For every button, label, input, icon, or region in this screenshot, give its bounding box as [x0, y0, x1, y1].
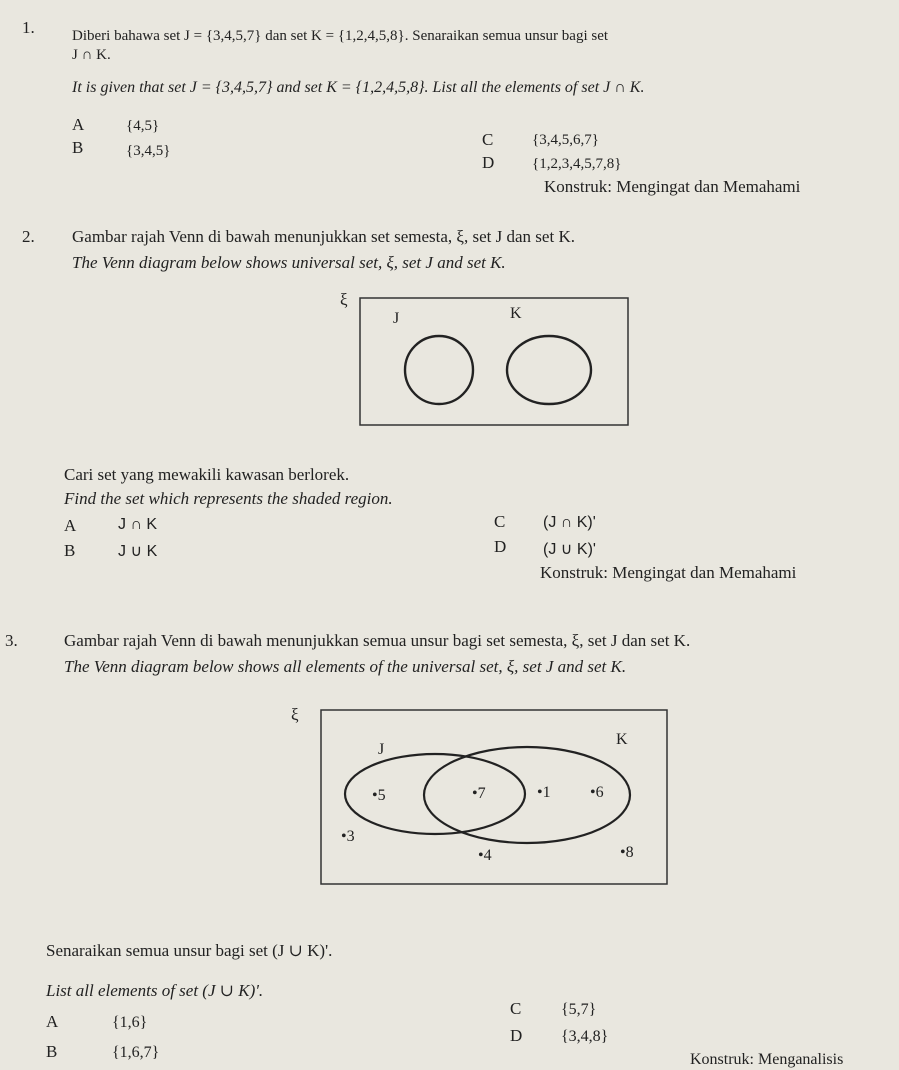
q3-option-d-text[interactable]: {3,4,8}	[561, 1028, 609, 1045]
q1-option-b-letter[interactable]: B	[72, 138, 84, 157]
q1-option-b-text[interactable]: {3,4,5}	[126, 143, 171, 159]
q3-option-a-letter[interactable]: A	[46, 1012, 59, 1031]
q3-element-3: •3	[341, 828, 355, 845]
q2-xi-symbol: ξ	[340, 290, 348, 309]
q2-construct: Konstruk: Mengingat dan Memahami	[540, 563, 797, 582]
q3-option-b-text[interactable]: {1,6,7}	[112, 1044, 160, 1061]
q3-number: 3.	[5, 631, 18, 650]
q3-text-malay: Gambar rajah Venn di bawah menunjukkan semua unsur bagi set semesta, ξ, set J dan set K.	[64, 631, 691, 650]
q3-question-malay: Senaraikan semua unsur bagi set (J ∪ K)'.	[46, 941, 333, 960]
q2-question-english: Find the set which represents the shaded region.	[64, 489, 393, 508]
q2-question-malay: Cari set yang mewakili kawasan berlorek.	[64, 465, 350, 484]
q3-option-c-letter[interactable]: C	[510, 999, 522, 1018]
q2-text-malay: Gambar rajah Venn di bawah menunjukkan set semesta, ξ, set J dan set K.	[72, 227, 575, 246]
q1-text-english: It is given that set J = {3,4,5,7} and set K = {1,2,4,5,8}. List all the elements of set J ∩ K.	[72, 79, 645, 96]
q3-option-c-text[interactable]: {5,7}	[561, 1001, 597, 1018]
q1-option-a-letter[interactable]: A	[72, 115, 85, 134]
q3-element-8: •8	[620, 844, 634, 861]
q1-option-d-letter[interactable]: D	[482, 153, 495, 172]
q3-text-english: The Venn diagram below shows all elements of the universal set, ξ, set J and set K.	[64, 657, 627, 676]
q2-universal-set-rect	[360, 298, 628, 425]
q2-set-j-label: J	[393, 310, 400, 327]
q3-element-1: •1	[537, 784, 551, 801]
q1-option-c-text[interactable]: {3,4,5,6,7}	[532, 132, 599, 148]
q1-text-malay-line1: Diberi bahawa set J = {3,4,5,7} dan set K = {1,2,4,5,8}. Senaraikan semua unsur bagi set	[72, 28, 609, 44]
q3-element-6: •6	[590, 784, 604, 801]
q3-option-d-letter[interactable]: D	[510, 1026, 523, 1045]
q2-set-k-circle	[507, 336, 591, 404]
q3-element-4: •4	[478, 847, 492, 864]
q3-element-5: •5	[372, 787, 386, 804]
q1-option-d-text[interactable]: {1,2,3,4,5,7,8}	[532, 156, 622, 172]
q3-set-j-label: J	[378, 741, 385, 758]
q2-option-d-letter[interactable]: D	[494, 537, 507, 556]
q2-option-b-letter[interactable]: B	[64, 541, 76, 560]
q1-option-a-text[interactable]: {4,5}	[126, 118, 160, 134]
q2-option-d-text[interactable]: (J ∪ K)'	[543, 541, 596, 558]
q3-option-b-letter[interactable]: B	[46, 1042, 58, 1061]
q2-option-c-text[interactable]: (J ∩ K)'	[543, 514, 596, 531]
q3-construct: Konstruk: Menganalisis	[690, 1051, 844, 1068]
q2-set-j-circle	[405, 336, 473, 404]
q2-option-b-text[interactable]: J ∪ K	[118, 543, 158, 560]
q1-construct: Konstruk: Mengingat dan Memahami	[544, 177, 801, 196]
q3-question-english: List all elements of set (J ∪ K)'.	[46, 981, 264, 1000]
q3-option-a-text[interactable]: {1,6}	[112, 1014, 148, 1031]
q3-element-7: •7	[472, 785, 486, 802]
q2-venn-diagram	[335, 285, 635, 430]
q1-text-malay-line2: J ∩ K.	[72, 47, 111, 63]
q2-number: 2.	[22, 227, 35, 246]
q3-set-k-label: K	[616, 731, 628, 748]
q1-option-c-letter[interactable]: C	[482, 130, 494, 149]
q3-xi-symbol: ξ	[291, 705, 299, 724]
q1-number: 1.	[22, 18, 35, 37]
q2-set-k-label: K	[510, 305, 522, 322]
q2-option-a-text[interactable]: J ∩ K	[118, 516, 158, 533]
q2-option-c-letter[interactable]: C	[494, 512, 506, 531]
q2-option-a-letter[interactable]: A	[64, 516, 77, 535]
q3-venn-diagram	[285, 700, 670, 888]
q2-text-english: The Venn diagram below shows universal set, ξ, set J and set K.	[72, 253, 506, 272]
